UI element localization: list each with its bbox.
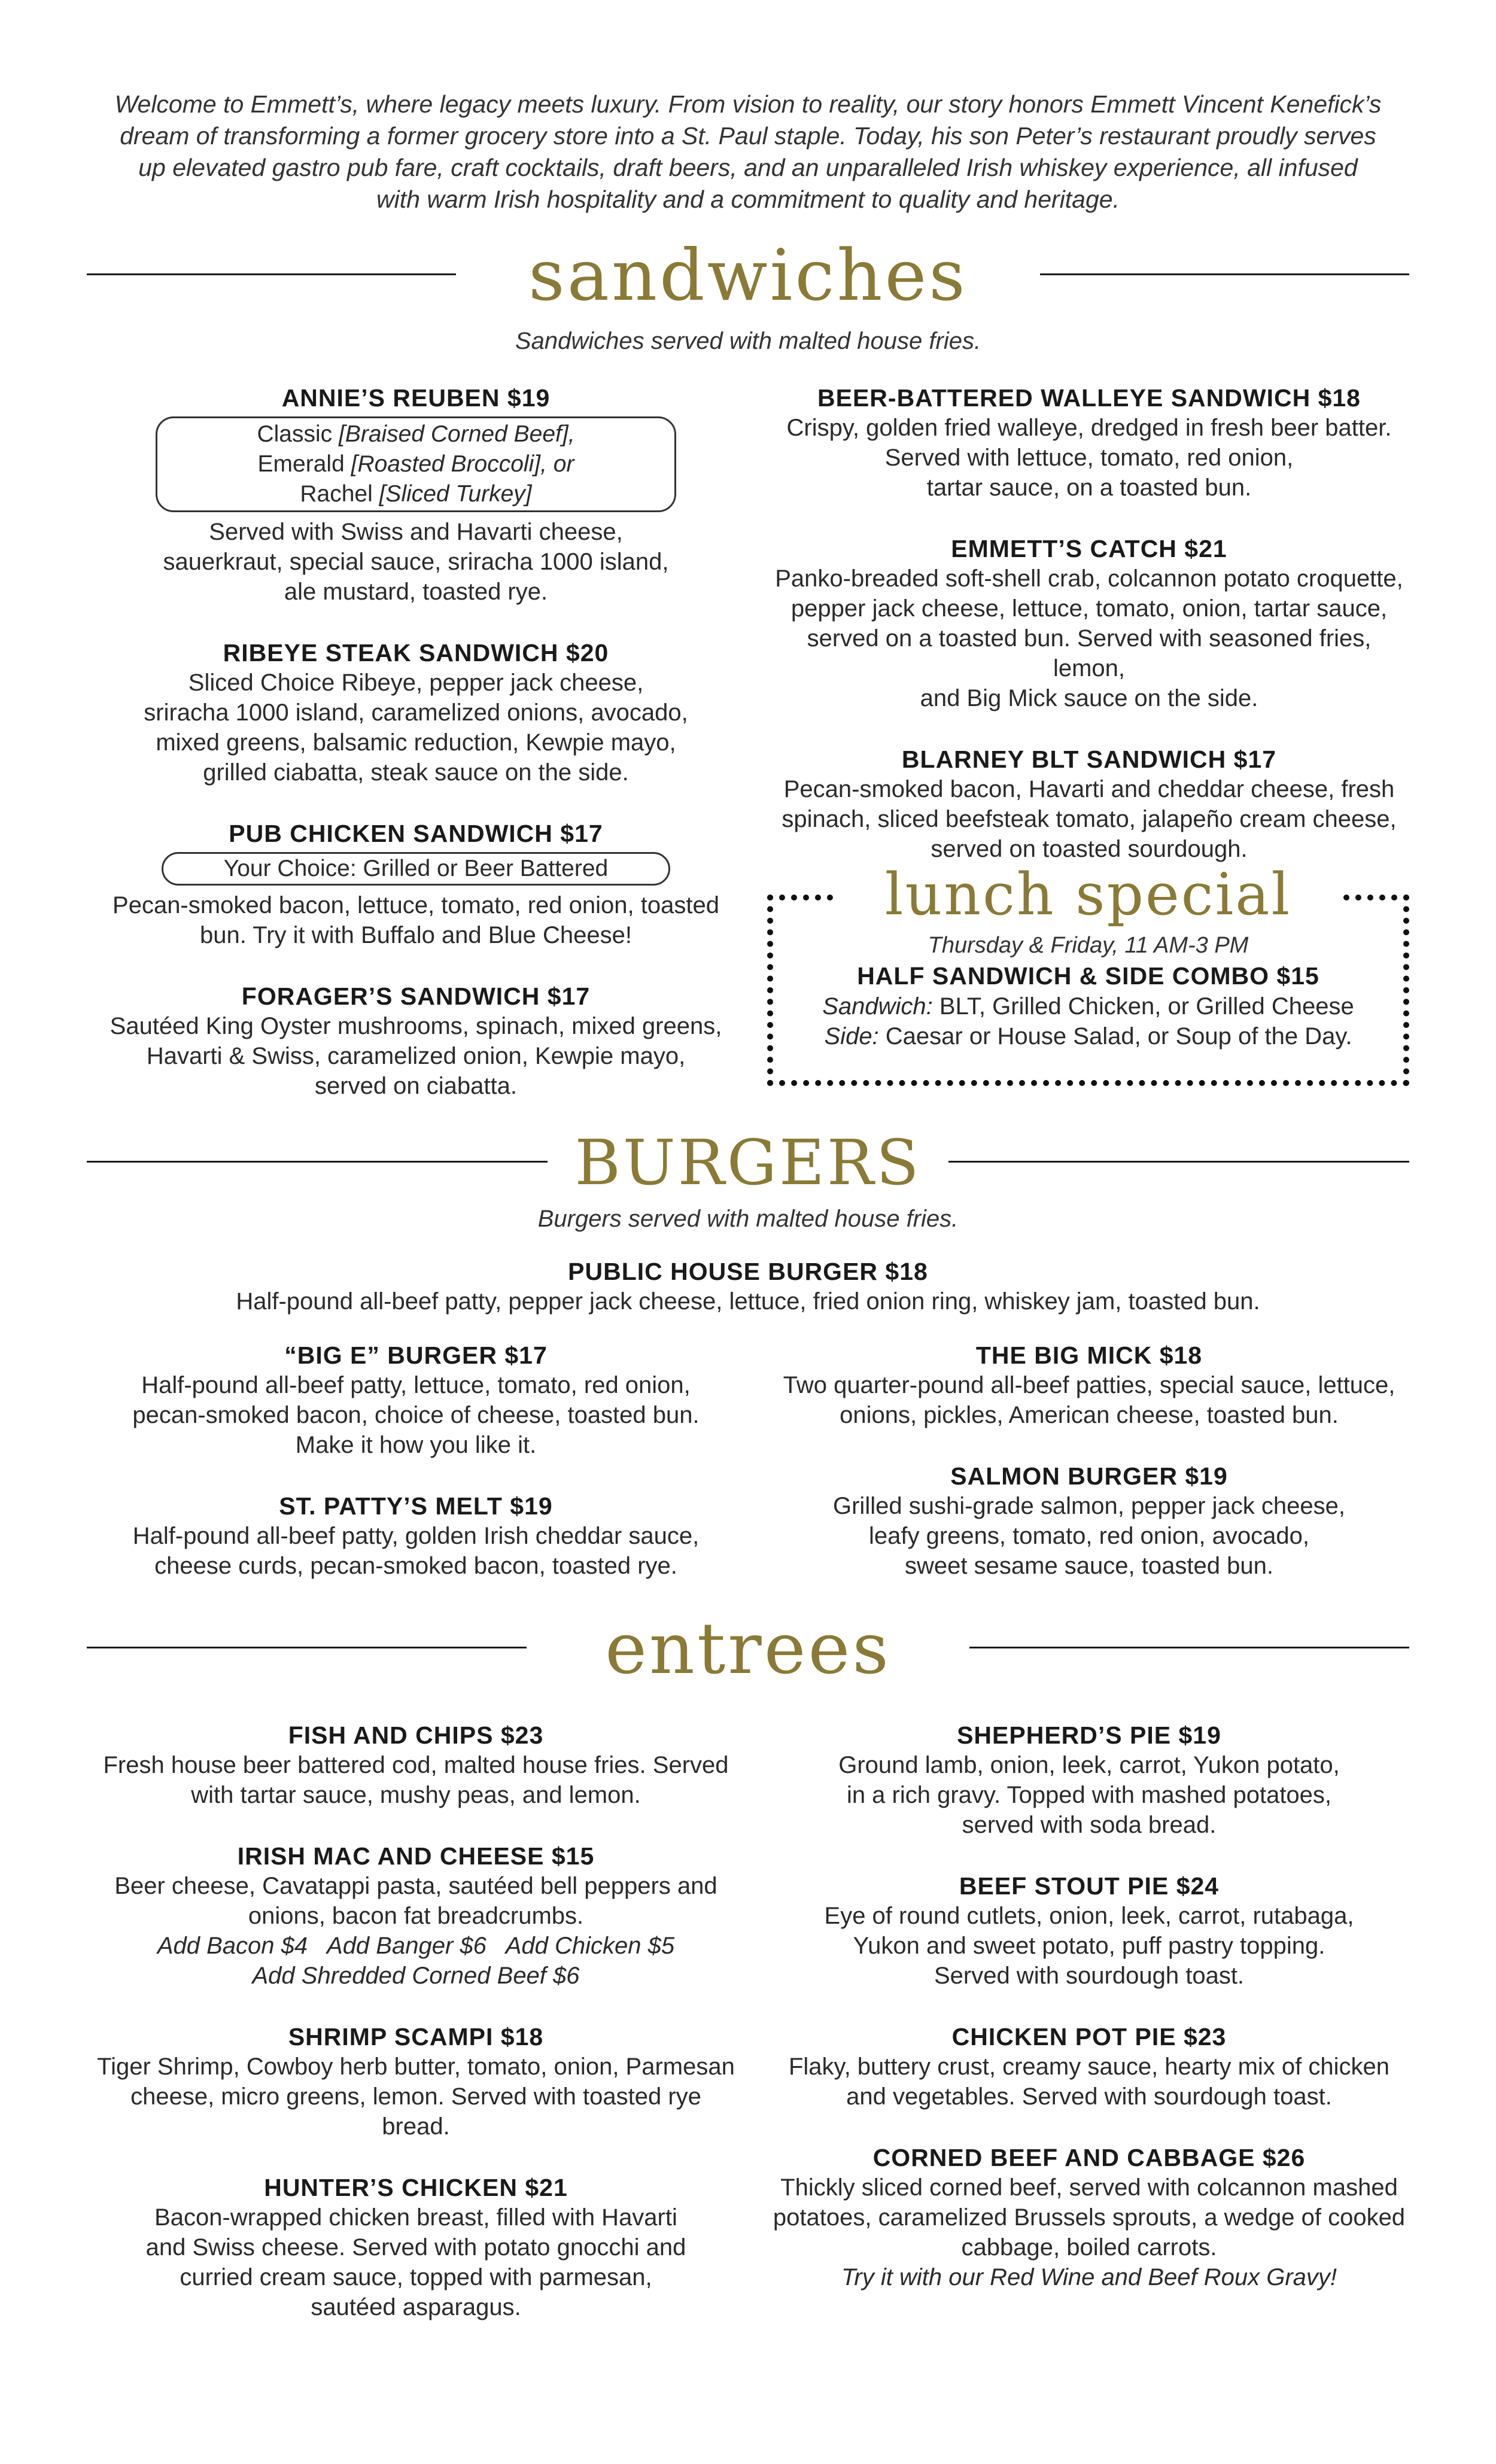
- menu-item-big-mick: THE BIG MICK $18 Two quarter-pound all-beef patties, special sauce, lettuce, onions, pickles, American cheese, toasted bun.: [769, 1340, 1409, 1430]
- item-name: HUNTER’S CHICKEN $21: [264, 2174, 568, 2201]
- burgers-title: BURGERS: [574, 1126, 922, 1199]
- menu-item-big-e-burger: “BIG E” BURGER $17 Half-pound all-beef patty, lettuce, tomato, red onion, pecan-smoked bacon, choice of cheese, toasted bun. Make it how you like it.: [96, 1340, 736, 1460]
- burgers-right-column: [769, 1340, 1409, 1612]
- lunch-special-title: lunch special: [884, 861, 1292, 928]
- burgers-left-column: [96, 1340, 736, 1612]
- item-name: RIBEYE STEAK SANDWICH $20: [223, 639, 609, 667]
- menu-item-corned-beef-and-cabbage: CORNED BEEF AND CABBAGE $26 Thickly sliced corned beef, served with colcannon mashed potatoes, caramelized Brussels sprouts, a wedge of cooked cabbage, boiled carrots. Try it with our Red Wine and Beef Roux Gravy!: [769, 2143, 1409, 2292]
- menu-item-foragers-sandwich: FORAGER’S SANDWICH $17 Sautéed King Oyster mushrooms, spinach, mixed greens, Havarti & Swiss, caramelized onion, Kewpie mayo, served on ciabatta.: [96, 981, 736, 1101]
- item-name: ST. PATTY’S MELT $19: [279, 1492, 553, 1520]
- menu-item-emmetts-catch: EMMETT’S CATCH $21 Panko-breaded soft-shell crab, colcannon potato croquette, pepper jack cheese, lettuce, tomato, onion, tartar sauce, served on a toasted bun. Served with seasoned fries, lemon, and Big Mick sauce on the side.: [769, 534, 1409, 713]
- gravy-note: Try it with our Red Wine and Beef Roux Gravy!: [841, 2264, 1337, 2290]
- item-name: CORNED BEEF AND CABBAGE $26: [872, 2144, 1306, 2171]
- divider-right: [948, 1161, 1409, 1163]
- sandwiches-header: [87, 234, 1409, 317]
- entrees-right-column: [769, 1720, 1409, 2323]
- menu-item-shepherds-pie: SHEPHERD’S PIE $19 Ground lamb, onion, leek, carrot, Yukon potato, in a rich gravy. Topped with mashed potatoes, served with soda bread.: [769, 1720, 1409, 1840]
- menu-item-fish-and-chips: FISH AND CHIPS $23 Fresh house beer battered cod, malted house fries. Served with tartar sauce, mushy peas, and lemon.: [96, 1720, 736, 1810]
- item-name: “BIG E” BURGER $17: [284, 1341, 548, 1369]
- lunch-special-name: HALF SANDWICH & SIDE COMBO $15: [857, 962, 1319, 990]
- item-name: PUBLIC HOUSE BURGER $18: [568, 1258, 928, 1285]
- lunch-special-hours: Thursday & Friday, 11 AM-3 PM: [928, 933, 1249, 958]
- menu-item-blarney-blt: BLARNEY BLT SANDWICH $17 Pecan-smoked bacon, Havarti and cheddar cheese, fresh spinach, sliced beefsteak tomato, jalapeño cream cheese, served on toasted sourdough.: [769, 744, 1409, 864]
- burgers-subtitle: Burgers served with malted house fries.: [537, 1206, 959, 1232]
- item-name: PUB CHICKEN SANDWICH $17: [229, 820, 603, 847]
- mac-addons: Add Bacon $4 Add Banger $6 Add Chicken $5: [157, 1933, 675, 1959]
- menu-item-public-house-burger: PUBLIC HOUSE BURGER $18 Half-pound all-beef patty, pepper jack cheese, lettuce, fried onion ring, whiskey jam, toasted bun.: [96, 1257, 1400, 1316]
- menu-item-annies-reuben: ANNIE’S REUBEN $19 Classic [Braised Corned Beef], Emerald [Roasted Broccoli], or Rachel [Sliced Turkey] Served with Swiss and Havarti cheese, sauerkraut, special sauce, sriracha 1000 island, ale mustard, toasted rye.: [96, 383, 736, 607]
- item-name: SALMON BURGER $19: [950, 1462, 1228, 1490]
- sandwiches-right-column: [769, 383, 1409, 895]
- sandwiches-left-column: [96, 383, 736, 1132]
- item-name: SHRIMP SCAMPI $18: [288, 2023, 544, 2051]
- chicken-choice-box: Your Choice: Grilled or Beer Battered: [162, 852, 670, 886]
- menu-item-ribeye-steak-sandwich: RIBEYE STEAK SANDWICH $20 Sliced Choice Ribeye, pepper jack cheese, sriracha 1000 island, caramelized onions, avocado, mixed greens, balsamic reduction, Kewpie mayo, grilled ciabatta, steak sauce on the side.: [96, 638, 736, 787]
- item-name: BLARNEY BLT SANDWICH $17: [901, 746, 1277, 773]
- lunch-special-sandwich: Sandwich: BLT, Grilled Chicken, or Grilled Cheese: [822, 993, 1354, 1020]
- item-name: SHEPHERD’S PIE $19: [957, 1721, 1221, 1749]
- menu-item-chicken-pot-pie: CHICKEN POT PIE $23 Flaky, buttery crust, creamy sauce, hearty mix of chicken and vegetables. Served with sourdough toast.: [769, 2022, 1409, 2112]
- menu-item-beef-stout-pie: BEEF STOUT PIE $24 Eye of round cutlets, onion, leek, carrot, rutabaga, Yukon and sweet potato, puff pastry topping. Served with sourdough toast.: [769, 1871, 1409, 1991]
- item-name: EMMETT’S CATCH $21: [951, 535, 1227, 562]
- item-name: BEEF STOUT PIE $24: [959, 1872, 1220, 1900]
- entrees-title: entrees: [605, 1607, 891, 1690]
- divider-right: [1040, 273, 1409, 275]
- burgers-header: [87, 1124, 1409, 1201]
- item-name: BEER-BATTERED WALLEYE SANDWICH $18: [817, 384, 1361, 412]
- lunch-special-body: [767, 930, 1409, 1051]
- item-name: THE BIG MICK $18: [975, 1341, 1203, 1369]
- menu-item-hunters-chicken: HUNTER’S CHICKEN $21 Bacon-wrapped chicken breast, filled with Havarti and Swiss cheese. Served with potato gnocchi and curried cream sauce, topped with parmesan, sautéed asparagus.: [96, 2173, 736, 2322]
- reuben-options-box: Classic [Braised Corned Beef], Emerald [Roasted Broccoli], or Rachel [Sliced Turkey]: [156, 416, 676, 512]
- item-name: CHICKEN POT PIE $23: [951, 2023, 1227, 2051]
- sandwiches-title: sandwiches: [528, 234, 968, 317]
- sandwiches-subtitle: Sandwiches served with malted house fries.: [515, 328, 981, 354]
- item-name: FORAGER’S SANDWICH $17: [241, 982, 591, 1010]
- menu-item-st-pattys-melt: ST. PATTY’S MELT $19 Half-pound all-beef patty, golden Irish cheddar sauce, cheese curds, pecan-smoked bacon, toasted rye.: [96, 1491, 736, 1581]
- menu-item-salmon-burger: SALMON BURGER $19 Grilled sushi-grade salmon, pepper jack cheese, leafy greens, tomato, red onion, avocado, sweet sesame sauce, toasted bun.: [769, 1461, 1409, 1581]
- intro-text: Welcome to Emmett’s, where legacy meets luxury. From vision to reality, our story honors Emmett Vincent Kenefick’s dream of transforming a former grocery store into a St. Paul staple. Today, his son Peter’s restaurant proudly serves up elevated gastro pub fare, craft cocktails, draft beers, and an unparalleled Irish whiskey experience, all infused with warm Irish hospitality and a commitment to quality and heritage.: [114, 90, 1382, 213]
- item-name: IRISH MAC AND CHEESE $15: [237, 1842, 595, 1870]
- item-name: FISH AND CHIPS $23: [288, 1721, 544, 1749]
- mac-addons: Add Shredded Corned Beef $6: [252, 1963, 580, 1989]
- menu-item-shrimp-scampi: SHRIMP SCAMPI $18 Tiger Shrimp, Cowboy herb butter, tomato, onion, Parmesan cheese, micro greens, lemon. Served with toasted rye bread.: [96, 2022, 736, 2141]
- lunch-special-side: Side: Caesar or House Salad, or Soup of the Day.: [824, 1023, 1352, 1050]
- burgers-featured: [96, 1257, 1400, 1347]
- entrees-left-column: [96, 1720, 736, 2353]
- item-name: ANNIE’S REUBEN $19: [281, 384, 551, 412]
- divider-right: [969, 1647, 1409, 1648]
- menu-item-beer-battered-walleye: BEER-BATTERED WALLEYE SANDWICH $18 Crispy, golden fried walleye, dredged in fresh beer batter. Served with lettuce, tomato, red onion, tartar sauce, on a toasted bun.: [769, 383, 1409, 503]
- menu-item-irish-mac-and-cheese: IRISH MAC AND CHEESE $15 Beer cheese, Cavatappi pasta, sautéed bell peppers and onions, bacon fat breadcrumbs. Add Bacon $4 Add Banger $6 Add Chicken $5 Add Shredded Corned Beef $6: [96, 1841, 736, 1991]
- menu-item-pub-chicken-sandwich: PUB CHICKEN SANDWICH $17 Your Choice: Grilled or Beer Battered Pecan-smoked bacon, lettuce, tomato, red onion, toasted bun. Try it with Buffalo and Blue Cheese!: [96, 819, 736, 950]
- entrees-header: [87, 1607, 1409, 1690]
